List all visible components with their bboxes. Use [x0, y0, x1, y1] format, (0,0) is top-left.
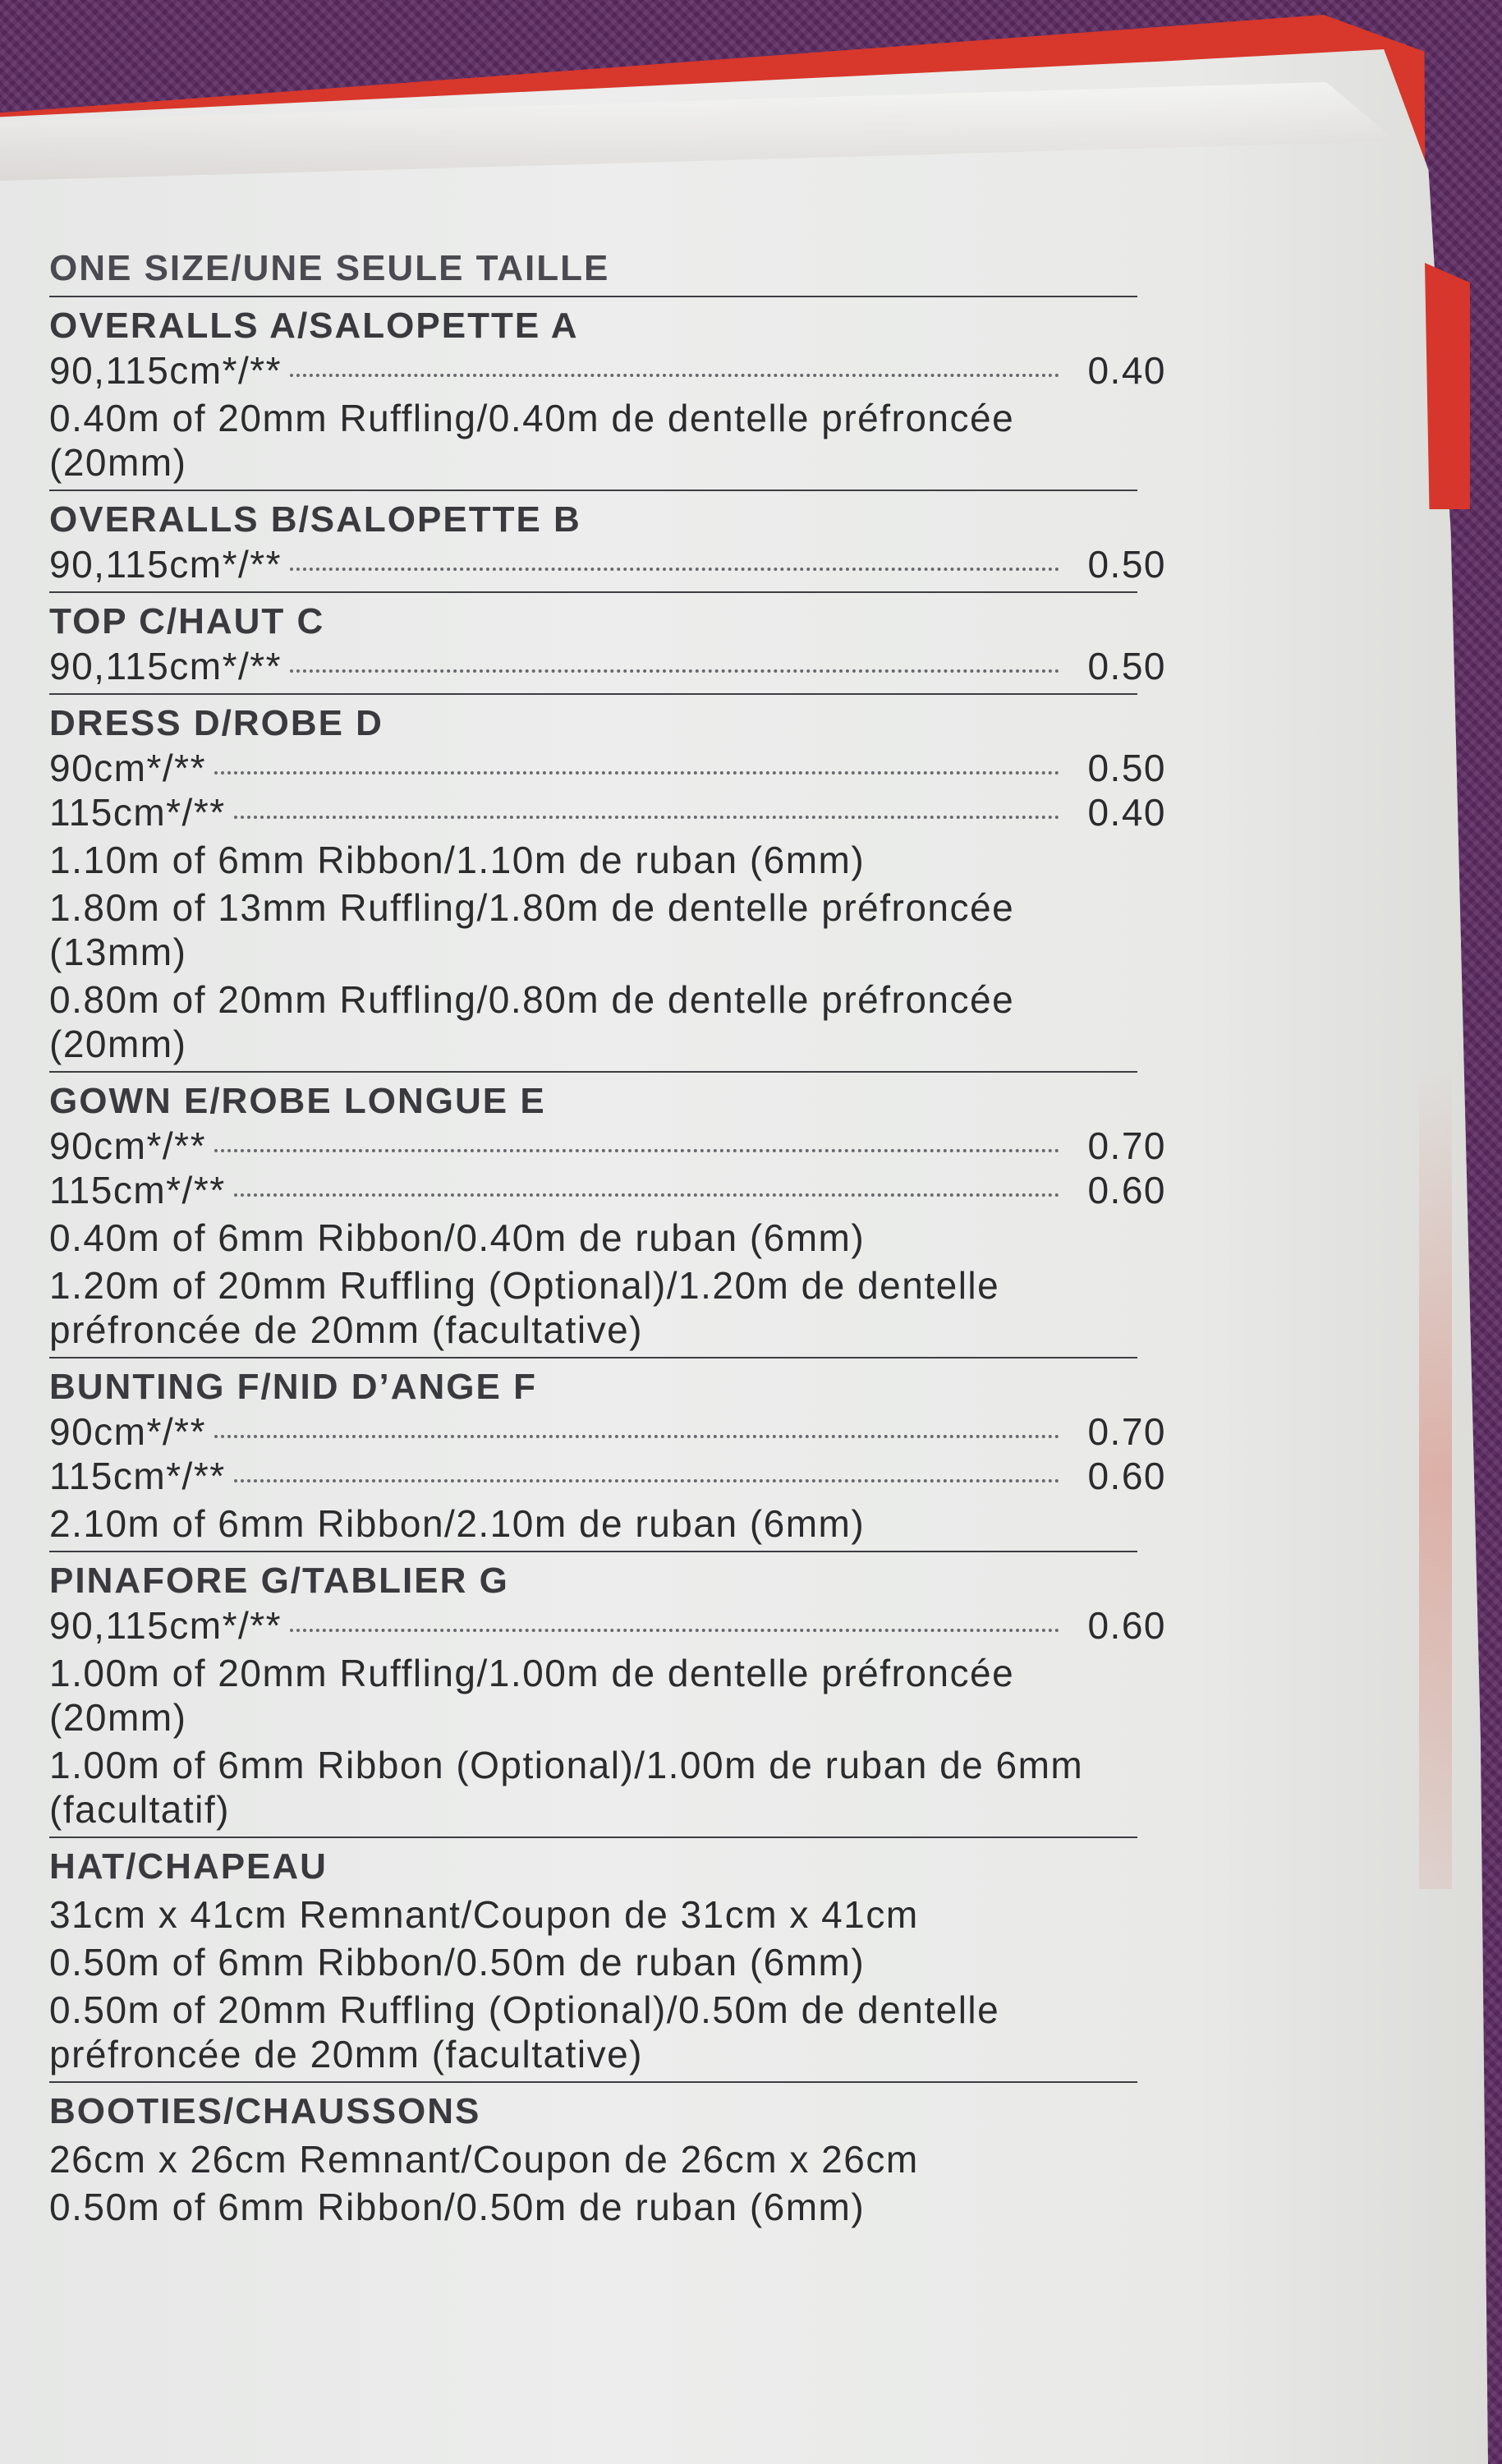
yardage-value: 0.60	[1087, 1604, 1166, 1647]
divider	[49, 2081, 1137, 2083]
notion-requirement: 1.00m of 20mm Ruffling/1.00m de dentelle préfroncée (20mm)	[49, 1652, 1015, 1739]
dot-leader	[234, 816, 1059, 819]
fabric-row	[49, 348, 1166, 393]
notion-requirement: 0.50m of 6mm Ribbon/0.50m de ruban (6mm)	[49, 1941, 866, 1984]
notion-requirement: 1.10m of 6mm Ribbon/1.10m de ruban (6mm)	[49, 839, 866, 881]
red-envelope-edge-stain	[1419, 1068, 1452, 1889]
garment-title: OVERALLS B/SALOPETTE B	[49, 499, 581, 540]
fabric-row	[49, 1603, 1166, 1648]
yardage-value: 0.60	[1087, 1455, 1166, 1497]
divider	[49, 1357, 1137, 1358]
dot-leader	[290, 669, 1059, 673]
size-heading: ONE SIZE/UNE SEULE TAILLE	[49, 248, 610, 288]
fabric-row	[49, 644, 1166, 688]
yardage-value: 0.40	[1087, 791, 1166, 834]
dot-leader	[234, 1193, 1059, 1197]
garment-section	[49, 304, 1166, 491]
divider	[49, 296, 1137, 297]
fabric-width: 115cm*/**	[49, 1455, 226, 1497]
garment-title: OVERALLS A/SALOPETTE A	[49, 306, 579, 346]
fabric-row	[49, 1168, 1166, 1212]
yardage-value: 0.50	[1087, 543, 1166, 586]
fabric-width: 115cm*/**	[49, 1169, 226, 1211]
garment-title: BUNTING F/NID D’ANGE F	[49, 1367, 537, 1407]
fabric-row	[49, 1454, 1166, 1498]
divider	[49, 1071, 1137, 1073]
garment-title: GOWN E/ROBE LONGUE E	[49, 1081, 546, 1121]
dot-leader	[214, 771, 1059, 775]
divider	[49, 1837, 1137, 1838]
garment-title: HAT/CHAPEAU	[49, 1846, 328, 1887]
dot-leader	[290, 374, 1059, 377]
fabric-width: 90,115cm*/**	[49, 349, 282, 392]
fabric-row	[49, 542, 1166, 586]
yardage-value: 0.70	[1087, 1410, 1166, 1453]
fabric-row	[49, 746, 1166, 790]
yardage-value: 0.60	[1087, 1169, 1166, 1211]
fabric-width: 90cm*/**	[49, 1124, 206, 1167]
garment-section	[49, 1845, 1166, 2083]
dot-leader	[214, 1435, 1059, 1438]
garment-title: DRESS D/ROBE D	[49, 703, 384, 743]
notion-requirement: 0.40m of 20mm Ruffling/0.40m de dentelle préfroncée (20mm)	[49, 397, 1015, 484]
yardage-list	[49, 246, 1166, 2232]
fabric-width: 90cm*/**	[49, 1410, 206, 1453]
garment-section	[49, 498, 1166, 593]
garment-section	[49, 1559, 1166, 1838]
garment-section	[49, 701, 1166, 1073]
notion-requirement: 1.20m of 20mm Ruffling (Optional)/1.20m de dentelle préfroncée de 20mm (facultative)	[49, 1264, 1000, 1351]
yardage-value: 0.70	[1087, 1124, 1166, 1167]
fabric-row	[49, 1409, 1166, 1454]
notion-requirement: 1.00m of 6mm Ribbon (Optional)/1.00m de ruban de 6mm (facultatif)	[49, 1744, 1084, 1831]
notion-requirement: 31cm x 41cm Remnant/Coupon de 31cm x 41cm	[49, 1893, 919, 1936]
fabric-width: 115cm*/**	[49, 791, 226, 834]
fabric-width: 90,115cm*/**	[49, 1604, 282, 1647]
notion-requirement: 1.80m of 13mm Ruffling/1.80m de dentelle préfroncée (13mm)	[49, 886, 1015, 973]
fabric-width: 90cm*/**	[49, 747, 206, 789]
dot-leader	[234, 1479, 1059, 1483]
fabric-row	[49, 1124, 1166, 1168]
notion-requirement: 2.10m of 6mm Ribbon/2.10m de ruban (6mm)	[49, 1502, 866, 1545]
notion-requirement: 0.80m of 20mm Ruffling/0.80m de dentelle préfroncée (20mm)	[49, 978, 1015, 1065]
garment-section	[49, 600, 1166, 695]
divider	[49, 1551, 1137, 1552]
notion-requirement: 26cm x 26cm Remnant/Coupon de 26cm x 26cm	[49, 2138, 919, 2181]
divider	[49, 591, 1137, 593]
yardage-value: 0.40	[1087, 349, 1166, 392]
garment-section	[49, 2089, 1166, 2229]
dot-leader	[214, 1149, 1059, 1152]
garment-section	[49, 1079, 1166, 1358]
fabric-width: 90,115cm*/**	[49, 543, 282, 586]
yardage-value: 0.50	[1087, 747, 1166, 789]
notion-requirement: 0.40m of 6mm Ribbon/0.40m de ruban (6mm)	[49, 1216, 866, 1259]
red-envelope-edge	[1425, 263, 1470, 509]
dot-leader	[290, 568, 1059, 571]
garment-title: TOP C/HAUT C	[49, 601, 325, 641]
notion-requirement: 0.50m of 6mm Ribbon/0.50m de ruban (6mm)	[49, 2186, 866, 2228]
notion-requirement: 0.50m of 20mm Ruffling (Optional)/0.50m de dentelle préfroncée de 20mm (facultative)	[49, 1988, 1000, 2076]
garment-title: BOOTIES/CHAUSSONS	[49, 2091, 481, 2131]
divider	[49, 693, 1137, 695]
yardage-value: 0.50	[1087, 645, 1166, 687]
garment-title: PINAFORE G/TABLIER G	[49, 1561, 509, 1601]
dot-leader	[290, 1629, 1059, 1632]
fabric-row	[49, 790, 1166, 834]
fabric-width: 90,115cm*/**	[49, 645, 282, 687]
divider	[49, 490, 1137, 491]
garment-section	[49, 1365, 1166, 1552]
